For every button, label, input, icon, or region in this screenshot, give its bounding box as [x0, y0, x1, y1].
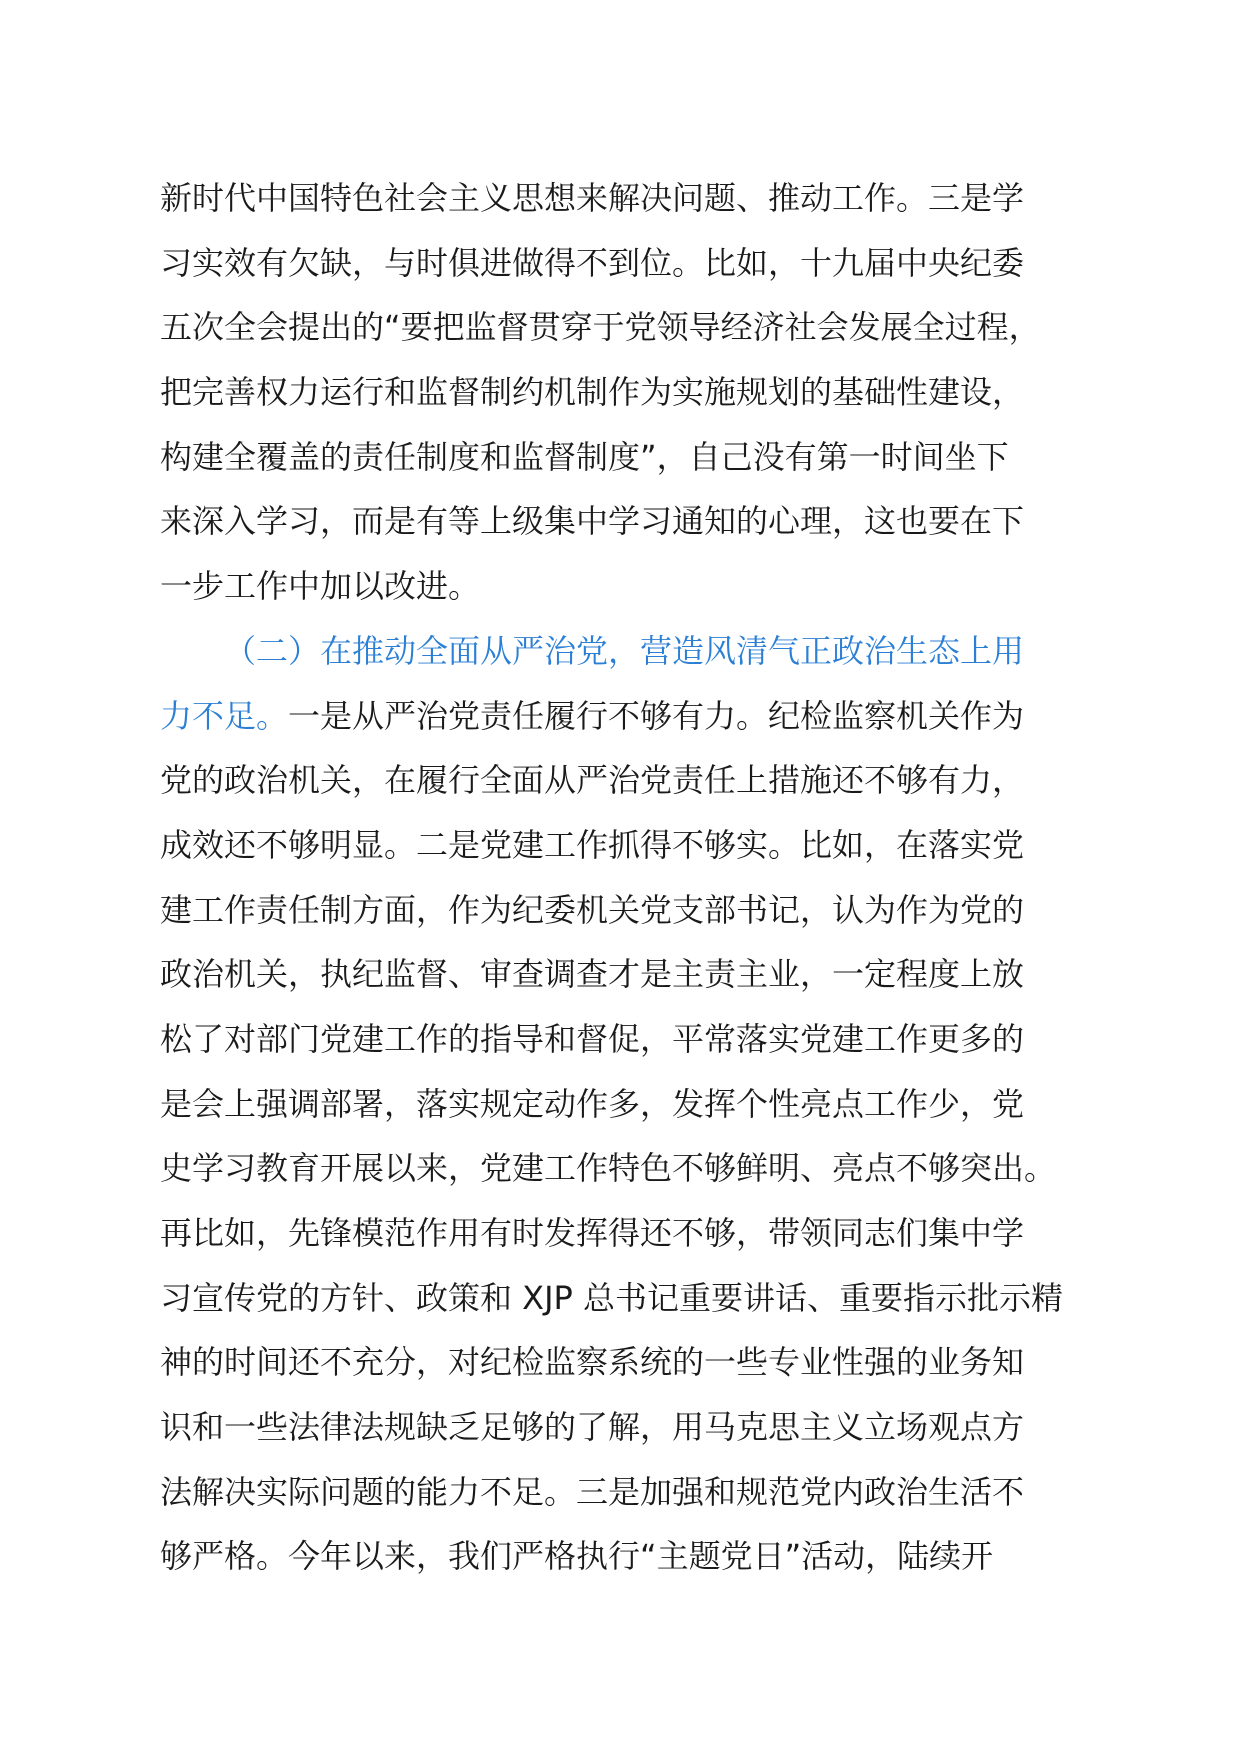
- text-line: [160, 1524, 1120, 1589]
- line-text: 法解决实际问题的能力不足。三是加强和规范党内政治生活不: [160, 1472, 1025, 1511]
- text-line: [160, 554, 1120, 619]
- text-line: [160, 1330, 1120, 1395]
- text-line: [160, 1136, 1120, 1201]
- text-line: [160, 360, 1120, 425]
- line-text: 史学习教育开展以来，党建工作特色不够鲜明、亮点不够突出。: [160, 1149, 1057, 1188]
- line-text: 来深入学习，而是有等上级集中学习通知的心理，这也要在下: [160, 502, 1025, 541]
- text-line: [160, 1007, 1120, 1072]
- line-text: 神的时间还不充分，对纪检监察系统的一些专业性强的业务知: [160, 1343, 1025, 1382]
- text-line: [160, 1460, 1120, 1525]
- body-text: [160, 166, 1120, 1589]
- section-heading-text: （二）在推动全面从严治党，营造风清气正政治生态上用: [224, 631, 1025, 670]
- line-text: 再比如，先锋模范作用有时发挥得还不够，带领同志们集中学: [160, 1214, 1025, 1252]
- line-text: 松了对部门党建工作的指导和督促，平常落实党建工作更多的: [160, 1019, 1025, 1058]
- text-line: [160, 166, 1120, 231]
- line-text: 够严格。今年以来，我们严格执行“主题党日”活动，陆续开: [160, 1537, 994, 1576]
- line-text: 新时代中国特色社会主义思想来解决问题、推动工作。三是学: [160, 179, 1025, 217]
- text-line: [160, 1072, 1120, 1137]
- line-text: 成效还不够明显。二是党建工作抓得不够实。比如，在落实党: [160, 825, 1025, 864]
- text-line: [160, 813, 1120, 878]
- text-line: [160, 425, 1120, 490]
- text-line: [160, 878, 1120, 943]
- line-text: 政治机关，执纪监督、审查调查才是主责主业，一定程度上放: [160, 955, 1025, 994]
- text-line: [160, 489, 1120, 554]
- text-line: [160, 748, 1120, 813]
- line-text: 识和一些法律法规缺乏足够的了解，用马克思主义立场观点方: [160, 1408, 1025, 1447]
- text-line: [160, 231, 1120, 296]
- text-line: [160, 684, 1120, 749]
- text-line: [160, 1266, 1120, 1331]
- line-text: 建工作责任制方面，作为纪委机关党支部书记，认为作为党的: [160, 890, 1025, 929]
- text-line: [160, 619, 1120, 684]
- line-text: 是会上强调部署，落实规定动作多，发挥个性亮点工作少，党: [160, 1084, 1025, 1123]
- section-heading-text: 力不足。: [160, 696, 289, 735]
- text-line: [160, 942, 1120, 1007]
- text-line: [160, 295, 1120, 360]
- line-text: 一步工作中加以改进。: [160, 567, 481, 606]
- line-text: 习宣传党的方针、政策和 XJP 总书记重要讲话、重要指示批示精: [160, 1278, 1064, 1317]
- line-text: 习实效有欠缺，与时俱进做得不到位。比如，十九届中央纪委: [160, 243, 1025, 282]
- line-text: 五次全会提出的“要把监督贯穿于党领导经济社会发展全过程，: [160, 308, 1041, 347]
- line-text: 把完善权力运行和监督制约机制作为实施规划的基础性建设，: [160, 373, 1025, 412]
- text-line: [160, 1395, 1120, 1460]
- text-line: [160, 1201, 1120, 1266]
- line-text: 构建全覆盖的责任制度和监督制度”，自己没有第一时间坐下: [160, 437, 1009, 476]
- line-text: 一是从严治党责任履行不够有力。纪检监察机关作为: [288, 696, 1025, 735]
- line-text: 党的政治机关，在履行全面从严治党责任上措施还不够有力，: [160, 761, 1025, 800]
